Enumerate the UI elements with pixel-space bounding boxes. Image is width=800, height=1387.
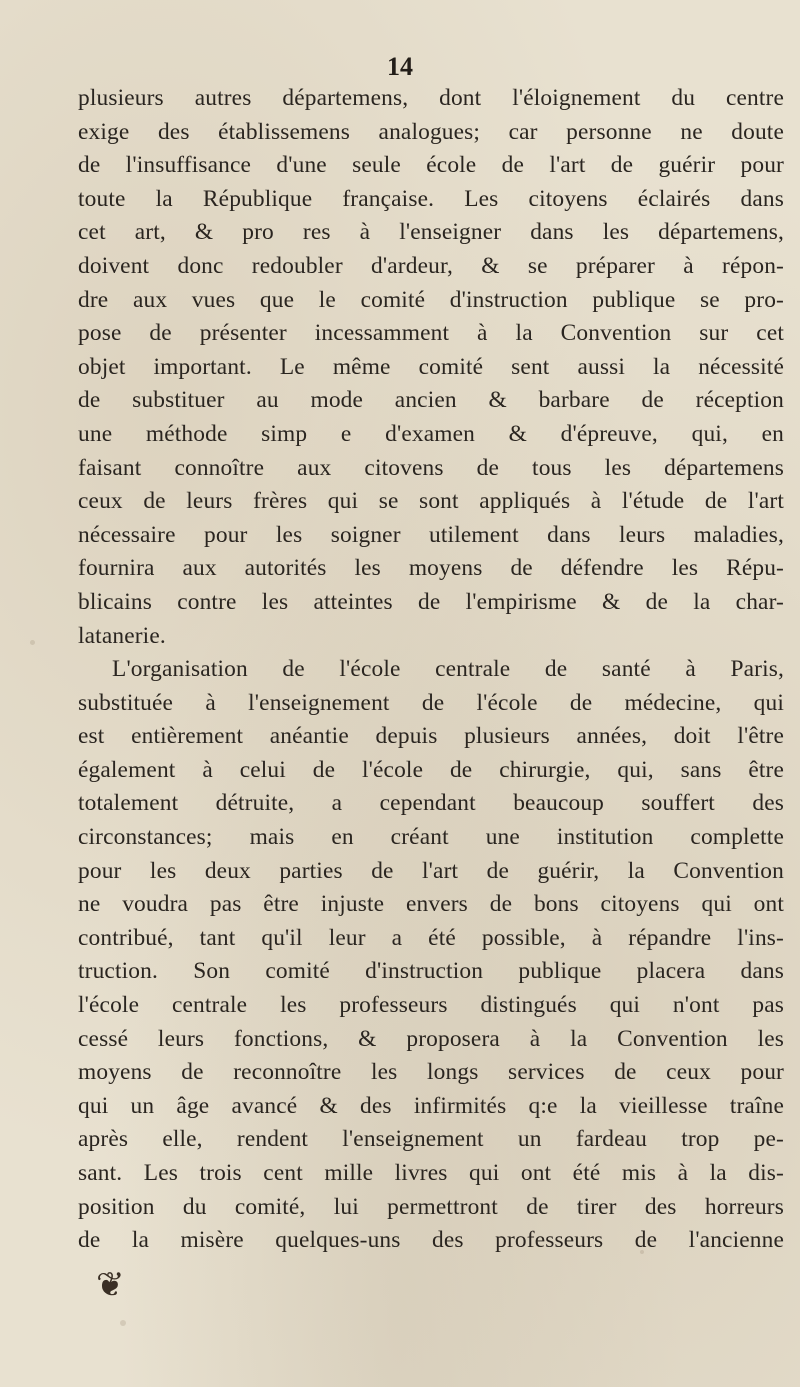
text-line: substituée à l'enseignement de l'école de médecine, qui bbox=[78, 689, 784, 716]
text-line: est entièrement anéantie depuis plusieurs années, doit l'être bbox=[78, 723, 784, 750]
text-line: cet art, & pro res à l'enseigner dans les départemens, bbox=[78, 219, 784, 246]
text-line: exige des établissemens analogues; car personne ne doute bbox=[78, 118, 784, 145]
text-line: dre aux vues que le comité d'instruction publique se pro- bbox=[78, 286, 784, 313]
text-line: pose de présenter incessamment à la Convention sur cet bbox=[78, 320, 784, 347]
text-line: toute la République française. Les citoyens éclairés dans bbox=[78, 185, 784, 212]
catchword-mark-icon: ❦ bbox=[96, 1265, 125, 1305]
text-line: ne voudra pas être injuste envers de bons citoyens qui ont bbox=[78, 891, 784, 918]
text-line: latanerie. bbox=[78, 622, 166, 649]
text-line: objet important. Le même comité sent aussi la nécessité bbox=[78, 353, 784, 380]
text-line: pour les deux parties de l'art de guérir, la Convention bbox=[78, 857, 784, 884]
text-line: fournira aux autorités les moyens de défendre les Répu- bbox=[78, 555, 784, 582]
text-line: après elle, rendent l'enseignement un fardeau trop pe- bbox=[78, 1126, 784, 1153]
paper-spot bbox=[120, 1320, 126, 1326]
text-line: de substituer au mode ancien & barbare de réception bbox=[78, 387, 784, 414]
text-line: de la misère quelques-uns des professeurs de l'ancienne bbox=[78, 1227, 784, 1254]
paper-spot bbox=[30, 640, 35, 645]
text-line: position du comité, lui permettront de tirer des horreurs bbox=[78, 1193, 784, 1220]
text-line: nécessaire pour les soigner utilement dans leurs maladies, bbox=[78, 521, 784, 548]
text-line: contribué, tant qu'il leur a été possible, à répandre l'ins- bbox=[78, 924, 784, 951]
text-line: de l'insuffisance d'une seule école de l'art de guérir pour bbox=[78, 152, 784, 179]
text-line: cessé leurs fonctions, & proposera à la Convention les bbox=[78, 1025, 784, 1052]
text-line: truction. Son comité d'instruction publique placera dans bbox=[78, 958, 784, 985]
text-line: doivent donc redoubler d'ardeur, & se préparer à répon- bbox=[78, 252, 784, 279]
text-line: également à celui de l'école de chirurgie, qui, sans être bbox=[78, 756, 784, 783]
text-line: faisant connoître aux citovens de tous les départemens bbox=[78, 454, 784, 481]
text-line: qui un âge avancé & des infirmités q:e la vieillesse traîne bbox=[78, 1092, 784, 1119]
text-line: circonstances; mais en créant une institution complette bbox=[78, 824, 784, 851]
body-text bbox=[78, 82, 784, 1258]
paragraph-start-line: L'organisation de l'école centrale de santé à Paris, bbox=[112, 656, 784, 683]
text-line: l'école centrale les professeurs distingués qui n'ont pas bbox=[78, 992, 784, 1019]
text-line: blicains contre les atteintes de l'empirisme & de la char- bbox=[78, 588, 784, 615]
text-line: moyens de reconnoître les longs services de ceux pour bbox=[78, 1059, 784, 1086]
text-line: ceux de leurs frères qui se sont appliqués à l'étude de l'art bbox=[78, 488, 784, 515]
text-line: plusieurs autres départemens, dont l'éloignement du centre bbox=[78, 85, 784, 111]
text-line: totalement détruite, a cependant beaucoup souffert des bbox=[78, 790, 784, 817]
text-line: une méthode simp e d'examen & d'épreuve, qui, en bbox=[78, 420, 784, 447]
page-number: 14 bbox=[387, 52, 413, 81]
text-line: sant. Les trois cent mille livres qui ont été mis à la dis- bbox=[78, 1160, 784, 1186]
